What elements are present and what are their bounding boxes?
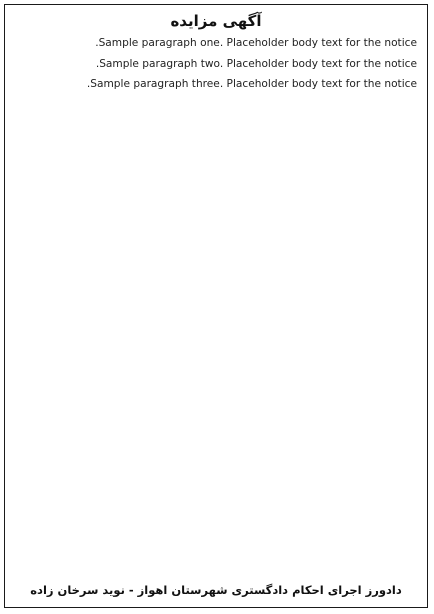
notice-paragraph: Sample paragraph two. Placeholder body text for the notice. — [95, 57, 417, 70]
auction-notice — [4, 4, 428, 608]
notice-paragraph: Sample paragraph three. Placeholder body text for the notice. — [86, 78, 417, 91]
notice-title: آگهی مزایده — [170, 12, 262, 30]
notice-body — [15, 35, 417, 571]
notice-paragraph: Sample paragraph one. Placeholder body text for the notice. — [95, 37, 417, 49]
notice-signature: دادورز اجرای احکام دادگستری شهرستان اهواز - نوید سرخان زاده — [30, 583, 402, 597]
